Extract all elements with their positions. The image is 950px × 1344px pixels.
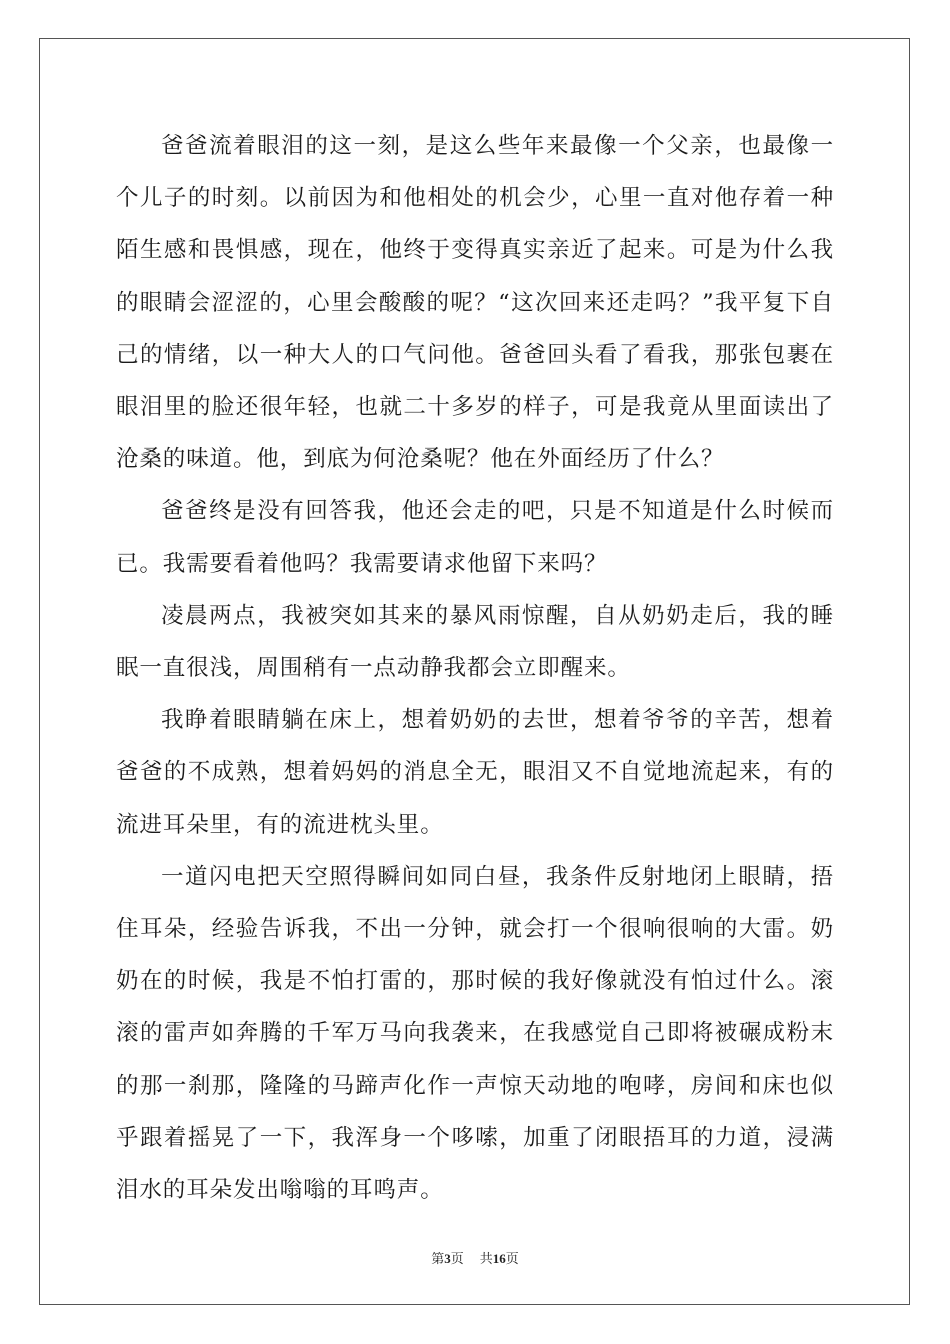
paragraph-3: 凌晨两点，我被突如其来的暴风雨惊醒，自从奶奶走后，我的睡眠一直很浅，周围稍有一点动静我都会立即醒来。	[116, 602, 834, 682]
page-suffix: 页	[450, 1251, 464, 1266]
total-suffix: 页	[505, 1251, 519, 1266]
total-prefix: 共	[479, 1251, 493, 1266]
document-body	[116, 120, 834, 1216]
paragraph-4: 我睁着眼睛躺在床上，想着奶奶的去世，想着爷爷的辛苦，想着爸爸的不成熟，想着妈妈的消息全无，眼泪又不自觉地流起来，有的流进耳朵里，有的流进枕头里。	[116, 707, 834, 838]
paragraph-5: 一道闪电把天空照得瞬间如同白昼，我条件反射地闭上眼睛，捂住耳朵，经验告诉我，不出一分钟，就会打一个很响很响的大雷。奶奶在的时候，我是不怕打雷的，那时候的我好像就没有怕过什么。滚滚的雷声如奔腾的千军万马向我袭来，在我感觉自己即将被碾成粉末的那一刹那，隆隆的马蹄声化作一声惊天动地的咆哮，房间和床也似乎跟着摇晃了一下，我浑身一个哆嗦，加重了闭眼捂耳的力道，浸满泪水的耳朵发出嗡嗡的耳鸣声。	[116, 863, 834, 1204]
page-footer	[0, 1248, 950, 1267]
page-number: 3	[444, 1251, 451, 1266]
paragraph-1: 爸爸流着眼泪的这一刻，是这么些年来最像一个父亲，也最像一个儿子的时刻。以前因为和他相处的机会少，心里一直对他存着一种陌生感和畏惧感，现在，他终于变得真实亲近了起来。可是为什么我的眼睛会涩涩的，心里会酸酸的呢？“这次回来还走吗？”我平复下自己的情绪，以一种大人的口气问他。爸爸回头看了看我，那张包裹在眼泪里的脸还很年轻，也就二十多岁的样子，可是我竟从里面读出了沧桑的味道。他，到底为何沧桑呢？他在外面经历了什么？	[116, 133, 834, 473]
page-prefix: 第	[431, 1251, 445, 1266]
paragraph-2: 爸爸终是没有回答我，他还会走的吧，只是不知道是什么时候而已。我需要看着他吗？我需要请求他留下来吗？	[116, 498, 834, 577]
total-pages: 16	[492, 1251, 506, 1266]
